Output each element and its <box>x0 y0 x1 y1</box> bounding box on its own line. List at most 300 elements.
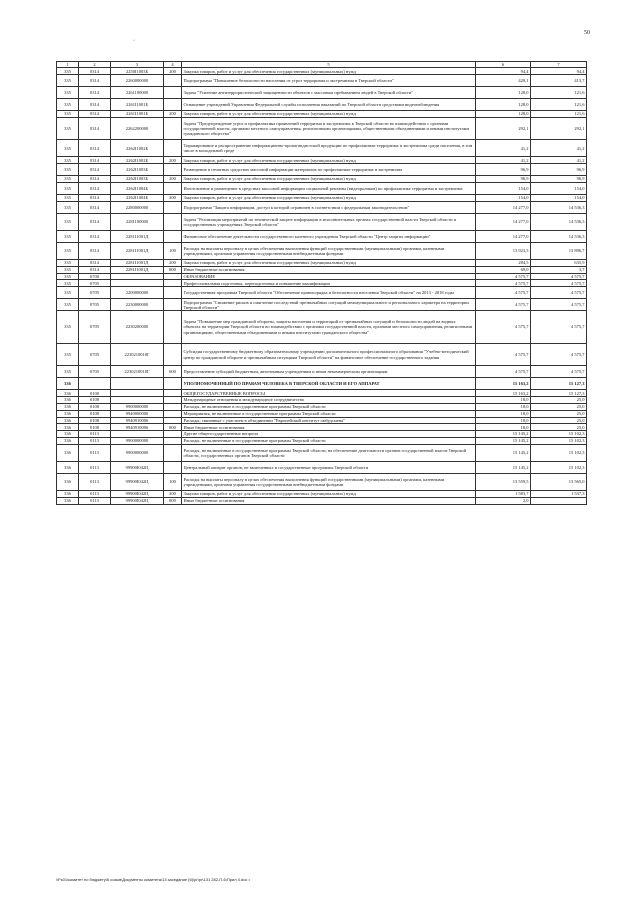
cell-target-code: 2262I1003Б <box>111 164 164 176</box>
table-row <box>57 75 587 87</box>
cell-entity-code: 335 <box>57 68 79 75</box>
cell-target-code: 99900I042Ц <box>111 491 164 498</box>
cell-target-code: 9940910006 <box>111 417 164 424</box>
cell-target-code: 9940000000 <box>111 410 164 417</box>
cell-description: Подпрограмма "Снижение рисков и смягчение последствий чрезвычайных ситуаций межмуниципального и регионального характера на территории Тверской области" <box>182 299 476 311</box>
cell-description: Иные бюджетные ассигнования <box>182 266 476 273</box>
cell-amount-2: 4 575,7 <box>531 299 587 311</box>
cell-amount-2: 15 102,3 <box>531 444 587 461</box>
cell-entity-code: 335 <box>57 75 79 87</box>
cell-description: Субсидия государственному бюджетному образовательному учреждению дополнительного профессионального образования "Учебно-методический центр по гражданской обороне и чрезвычайным ситуациям Тверской области" на финансовое обеспечение государственного задания <box>182 343 476 365</box>
cell-target-code: 2281I1001Д <box>111 242 164 259</box>
cell-amount-2: 154,0 <box>531 182 587 194</box>
cell-target-code <box>111 378 164 390</box>
budget-table <box>56 61 587 505</box>
cell-target-code: 9900000000 <box>111 437 164 444</box>
cell-section-code: 0100 <box>79 390 111 397</box>
cell-section-code: 0113 <box>79 491 111 498</box>
cell-section-code: 0314 <box>79 86 111 98</box>
table-row <box>57 242 587 259</box>
cell-amount-1: 13 923,5 <box>476 242 531 259</box>
cell-target-code: 2230200000 <box>111 311 164 344</box>
cell-amount-1: 18,0 <box>476 410 531 417</box>
cell-amount-1: 154,0 <box>476 182 531 194</box>
table-row <box>57 213 587 230</box>
cell-entity-code: 335 <box>57 273 79 280</box>
cell-description: Закупка товаров, работ и услуг для обеспечения государственных (муниципальных) нужд <box>182 260 476 267</box>
cell-expense-type <box>164 287 182 299</box>
cell-amount-1: 18,0 <box>476 403 531 410</box>
table-row <box>57 403 587 410</box>
cell-target-code: 9900000000 <box>111 444 164 461</box>
cell-target-code: 2281100000 <box>111 213 164 230</box>
table-row <box>57 280 587 287</box>
cell-expense-type <box>164 410 182 417</box>
cell-amount-1: 292,1 <box>476 117 531 139</box>
cell-amount-1: 128,0 <box>476 86 531 98</box>
table-row <box>57 378 587 390</box>
cell-amount-1: 2,0 <box>476 497 531 504</box>
footer-path: \\Fs01\комитет по бюджету\6 созыв\Документы комитета\13 заседание (6)\pr\pr\131 282-П-6\Прил 4.doc • <box>56 877 250 882</box>
cell-target-code: 2261I1001Б <box>111 110 164 117</box>
table-row <box>57 437 587 444</box>
cell-expense-type <box>164 343 182 365</box>
cell-description: Закупка товаров, работ и услуг для обеспечения государственных (муниципальных) нужд <box>182 176 476 183</box>
cell-description: Тиражирование и распространение информационно-пропагандистской продукции по профилактике терроризма и экстремизма среди населения, в том числе в молодежной среде <box>182 140 476 157</box>
cell-amount-1: 420,1 <box>476 75 531 87</box>
cell-amount-2: 121,6 <box>531 110 587 117</box>
cell-amount-1: 41,2 <box>476 140 531 157</box>
cell-section-code: 0314 <box>79 242 111 259</box>
cell-entity-code: 335 <box>57 266 79 273</box>
cell-amount-1: 4 575,7 <box>476 299 531 311</box>
cell-section-code: 0314 <box>79 182 111 194</box>
cell-entity-code: 335 <box>57 157 79 164</box>
cell-description: Изготовление и размещение в средствах массовой информации социальной рекламы (видеороликов) по профилактике терроризма и экстремизма <box>182 182 476 194</box>
cell-section-code: 0705 <box>79 311 111 344</box>
cell-amount-2: 25,0 <box>531 397 587 404</box>
cell-description: Мероприятия, не включенные в государственные программы Тверской области <box>182 410 476 417</box>
cell-target-code: 2281I1001Д <box>111 266 164 273</box>
cell-expense-type <box>164 403 182 410</box>
cell-expense-type <box>164 117 182 139</box>
cell-section-code: 0314 <box>79 164 111 176</box>
cell-expense-type <box>164 437 182 444</box>
cell-amount-1: 4 575,7 <box>476 366 531 378</box>
cell-expense-type: 600 <box>164 366 182 378</box>
cell-target-code: 2230210010Г <box>111 366 164 378</box>
cell-entity-code: 336 <box>57 417 79 424</box>
cell-section-code: 0314 <box>79 213 111 230</box>
cell-target-code: 2250I1003Б <box>111 68 164 75</box>
table-row <box>57 164 587 176</box>
table-row <box>57 157 587 164</box>
cell-description: Центральный аппарат органов, не включенных в государственные программы Тверской области <box>182 461 476 473</box>
cell-expense-type <box>164 182 182 194</box>
cell-description: Международные отношения и международное сотрудничество <box>182 397 476 404</box>
cell-amount-2: 25,0 <box>531 410 587 417</box>
column-header: 6 <box>476 62 531 68</box>
table-row <box>57 444 587 461</box>
table-row <box>57 431 587 438</box>
column-header: 2 <box>79 62 111 68</box>
cell-amount-2: 96,9 <box>531 176 587 183</box>
cell-entity-code: 336 <box>57 431 79 438</box>
table-row <box>57 424 587 431</box>
cell-section-code: 0314 <box>79 230 111 242</box>
cell-entity-code: 335 <box>57 343 79 365</box>
cell-target-code: 9940910006 <box>111 424 164 431</box>
cell-description: Задача "Предупреждение угроз и профилактика проявлений терроризма и экстремизма в Тверской области во взаимодействии с органами государственной власти, органами местного самоуправления, религиозными организациями, общественными объединениями и иными институтами гражданского общества" <box>182 117 476 139</box>
cell-expense-type: 800 <box>164 497 182 504</box>
cell-expense-type: 200 <box>164 110 182 117</box>
cell-target-code <box>111 273 164 280</box>
table-row <box>57 343 587 365</box>
table-row <box>57 497 587 504</box>
cell-expense-type <box>164 444 182 461</box>
column-header: 7 <box>531 62 587 68</box>
table-row <box>57 390 587 397</box>
cell-target-code: 2230000000 <box>111 299 164 311</box>
cell-amount-2: 15 102,3 <box>531 461 587 473</box>
cell-section-code: 0314 <box>79 68 111 75</box>
cell-description: Расходы на выплаты персоналу в целях обеспечения выполнения функций государственными (муниципальными) органами, казенными учреждениями, органами управления государственными внебюджетными фондами <box>182 473 476 490</box>
cell-entity-code: 336 <box>57 437 79 444</box>
cell-description: Расходы, не включенные в государственные программы Тверской области <box>182 437 476 444</box>
cell-entity-code: 336 <box>57 403 79 410</box>
cell-section-code: 0113 <box>79 473 111 490</box>
table-row <box>57 176 587 183</box>
cell-section-code: 0108 <box>79 424 111 431</box>
cell-section-code: 0314 <box>79 157 111 164</box>
cell-amount-1: 15 145,2 <box>476 444 531 461</box>
cell-section-code: 0705 <box>79 343 111 365</box>
cell-entity-code: 336 <box>57 397 79 404</box>
cell-expense-type <box>164 378 182 390</box>
cell-description: Государственная программа Тверской области "Обеспечение правопорядка и безопасности населения Тверской области" на 2013 - 2018 годы <box>182 287 476 299</box>
cell-section-code: 0108 <box>79 410 111 417</box>
cell-expense-type <box>164 311 182 344</box>
cell-target-code <box>111 397 164 404</box>
cell-entity-code: 335 <box>57 242 79 259</box>
table-row <box>57 68 587 75</box>
cell-entity-code: 336 <box>57 424 79 431</box>
cell-entity-code: 336 <box>57 444 79 461</box>
cell-entity-code: 336 <box>57 378 79 390</box>
cell-amount-2: 15 127,3 <box>531 378 587 390</box>
cell-entity-code: 335 <box>57 140 79 157</box>
cell-expense-type: 200 <box>164 491 182 498</box>
cell-entity-code: 335 <box>57 213 79 230</box>
cell-expense-type <box>164 75 182 87</box>
cell-amount-2: 15 102,3 <box>531 431 587 438</box>
cell-expense-type <box>164 230 182 242</box>
table-row <box>57 366 587 378</box>
table-row <box>57 201 587 213</box>
cell-expense-type <box>164 273 182 280</box>
cell-amount-1: 69,0 <box>476 266 531 273</box>
column-header: 1 <box>57 62 79 68</box>
column-header: 3 <box>111 62 164 68</box>
cell-amount-2: 15 127,3 <box>531 390 587 397</box>
cell-expense-type <box>164 417 182 424</box>
cell-amount-2: 4 575,7 <box>531 287 587 299</box>
table-row <box>57 299 587 311</box>
cell-description: Оснащение учреждений Управления Федеральной службы исполнения наказаний по Тверской области средствами видеонаблюдения <box>182 98 476 110</box>
cell-amount-1: 14 277,0 <box>476 230 531 242</box>
cell-target-code: 2261100000 <box>111 86 164 98</box>
cell-amount-1: 154,0 <box>476 194 531 201</box>
cell-expense-type: 800 <box>164 266 182 273</box>
cell-target-code: 2262I1002Б <box>111 140 164 157</box>
cell-amount-1: 4 575,7 <box>476 343 531 365</box>
cell-expense-type <box>164 299 182 311</box>
cell-amount-2: 413,7 <box>531 75 587 87</box>
cell-description: Предоставление субсидий бюджетным, автономным учреждениям и иным некоммерческим организациям <box>182 366 476 378</box>
cell-entity-code: 335 <box>57 366 79 378</box>
table-row <box>57 397 587 404</box>
cell-description: Закупка товаров, работ и услуг для обеспечения государственных (муниципальных) нужд <box>182 491 476 498</box>
cell-description: Подпрограмма "Защита информации, доступ к которой ограничен в соответствии с федеральным законодательством" <box>182 201 476 213</box>
cell-description: Финансовое обеспечение деятельности государственного казенного учреждения Тверской области "Центр защиты информации" <box>182 230 476 242</box>
cell-section-code: 0314 <box>79 110 111 117</box>
table-row <box>57 410 587 417</box>
cell-section-code: 0314 <box>79 266 111 273</box>
table-row <box>57 266 587 273</box>
cell-description: Расходы, связанные с участием в объединении "Европейский институт омбудсмена" <box>182 417 476 424</box>
cell-amount-1: 128,0 <box>476 98 531 110</box>
cell-description: Задача "Реализация мероприятий по технической защите информации в исполнительных органах государственной власти Тверской области и государственных учреждениях Тверской области" <box>182 213 476 230</box>
cell-target-code: 2262I1004Б <box>111 194 164 201</box>
cell-section-code: 0700 <box>79 273 111 280</box>
cell-amount-2: 4 575,7 <box>531 280 587 287</box>
cell-expense-type: 200 <box>164 194 182 201</box>
cell-amount-2: 41,2 <box>531 140 587 157</box>
cell-expense-type <box>164 140 182 157</box>
cell-target-code: 2262200000 <box>111 117 164 139</box>
cell-entity-code: 335 <box>57 280 79 287</box>
cell-amount-2: 14 536,3 <box>531 213 587 230</box>
cell-entity-code: 335 <box>57 164 79 176</box>
cell-description: Расходы, не включенные в государственные программы Тверской области, на обеспечение деятельности органов государственной власти Тверской области, государственных органов Тверской области <box>182 444 476 461</box>
cell-section-code: 0314 <box>79 260 111 267</box>
cell-amount-2: 96,9 <box>531 164 587 176</box>
table-row <box>57 311 587 344</box>
table-row <box>57 110 587 117</box>
cell-amount-1: 4 575,7 <box>476 280 531 287</box>
column-header: 5 <box>182 62 476 68</box>
cell-description: Подпрограмма "Повышение безопасности населения от угроз терроризма и экстремизма в Тверской области" <box>182 75 476 87</box>
cell-target-code: 99900I042Ц <box>111 497 164 504</box>
cell-section-code: 0113 <box>79 431 111 438</box>
cell-amount-2: 4 575,7 <box>531 273 587 280</box>
cell-entity-code: 335 <box>57 98 79 110</box>
cell-amount-2: 41,2 <box>531 157 587 164</box>
table-row <box>57 491 587 498</box>
cell-entity-code: 335 <box>57 86 79 98</box>
cell-amount-2: 1 537,3 <box>531 491 587 498</box>
cell-entity-code: 335 <box>57 110 79 117</box>
cell-amount-2: 25,0 <box>531 403 587 410</box>
cell-amount-1: 284,5 <box>476 260 531 267</box>
cell-target-code: 2200000000 <box>111 287 164 299</box>
cell-amount-1: 96,9 <box>476 164 531 176</box>
table-row <box>57 461 587 473</box>
table-row <box>57 86 587 98</box>
cell-entity-code: 335 <box>57 117 79 139</box>
cell-amount-2: 3,7 <box>531 266 587 273</box>
cell-section-code: 0314 <box>79 201 111 213</box>
cell-target-code: 2281I1001Д <box>111 260 164 267</box>
cell-description: ОБЩЕГОСУДАРСТВЕННЫЕ ВОПРОСЫ <box>182 390 476 397</box>
cell-expense-type <box>164 201 182 213</box>
cell-entity-code: 336 <box>57 410 79 417</box>
cell-expense-type <box>164 461 182 473</box>
cell-amount-1: 4 575,7 <box>476 273 531 280</box>
cell-section-code: 0108 <box>79 417 111 424</box>
cell-expense-type <box>164 98 182 110</box>
cell-target-code: 9900000000 <box>111 403 164 410</box>
cell-entity-code: 335 <box>57 182 79 194</box>
table-row <box>57 140 587 157</box>
cell-amount-2: 13 896,7 <box>531 242 587 259</box>
cell-expense-type <box>164 280 182 287</box>
cell-amount-2: 14 536,3 <box>531 201 587 213</box>
cell-amount-1: 4 575,7 <box>476 287 531 299</box>
cell-target-code: 2261I1001Б <box>111 98 164 110</box>
cell-entity-code: 335 <box>57 230 79 242</box>
cell-amount-2 <box>531 497 587 504</box>
cell-amount-2: 292,1 <box>531 117 587 139</box>
cell-entity-code: 335 <box>57 260 79 267</box>
cell-target-code: 2230210010Г <box>111 343 164 365</box>
cell-description: Закупка товаров, работ и услуг для обеспечения государственных (муниципальных) нужд <box>182 194 476 201</box>
cell-amount-1: 96,9 <box>476 176 531 183</box>
cell-entity-code: 336 <box>57 491 79 498</box>
cell-entity-code: 336 <box>57 497 79 504</box>
cell-amount-2: 25,0 <box>531 424 587 431</box>
cell-amount-2: 4 575,7 <box>531 311 587 344</box>
cell-section-code: 0314 <box>79 140 111 157</box>
cell-amount-1: 13 559,5 <box>476 473 531 490</box>
cell-target-code: 2281I1001Д <box>111 230 164 242</box>
cell-amount-2: 13 565,0 <box>531 473 587 490</box>
cell-target-code: 99900I042Ц <box>111 461 164 473</box>
cell-amount-2: 94,4 <box>531 68 587 75</box>
cell-entity-code: 335 <box>57 287 79 299</box>
table-row <box>57 230 587 242</box>
cell-section-code: 0113 <box>79 461 111 473</box>
cell-target-code <box>111 431 164 438</box>
cell-entity-code: 336 <box>57 461 79 473</box>
cell-description: Размещение в печатных средствах массовой информации материалов по профилактике терроризма и экстремизма <box>182 164 476 176</box>
table-row <box>57 260 587 267</box>
cell-entity-code: 336 <box>57 390 79 397</box>
cell-description: Профессиональная подготовка, переподготовка и повышение квалификации <box>182 280 476 287</box>
cell-entity-code: 335 <box>57 299 79 311</box>
cell-section-code: 0108 <box>79 403 111 410</box>
cell-description: УПОЛНОМОЧЕННЫЙ ПО ПРАВАМ ЧЕЛОВЕКА В ТВЕРСКОЙ ОБЛАСТИ И ЕГО АППАРАТ <box>182 378 476 390</box>
cell-target-code: 2280000000 <box>111 201 164 213</box>
cell-section-code: 0705 <box>79 287 111 299</box>
cell-expense-type <box>164 397 182 404</box>
cell-amount-2: 121,6 <box>531 98 587 110</box>
cell-target-code <box>111 280 164 287</box>
page-number: 50 <box>584 30 590 36</box>
cell-description: Расходы, не включенные в государственные программы Тверской области <box>182 403 476 410</box>
cell-section-code: 0705 <box>79 280 111 287</box>
table-row <box>57 194 587 201</box>
cell-amount-1: 18,0 <box>476 417 531 424</box>
cell-description: ОБРАЗОВАНИЕ <box>182 273 476 280</box>
cell-target-code: 2262I1003Б <box>111 176 164 183</box>
cell-amount-1: 4 575,7 <box>476 311 531 344</box>
cell-section-code: 0314 <box>79 194 111 201</box>
cell-expense-type: 100 <box>164 473 182 490</box>
cell-amount-2: 635,9 <box>531 260 587 267</box>
cell-section-code: 0314 <box>79 75 111 87</box>
cell-amount-1: 15 145,2 <box>476 437 531 444</box>
cell-description: Задача "Повышение мер гражданской обороны, защиты населения и территорий от чрезвычайных ситуаций и безопасности людей на водных объектах на территории Тверской области во взаимодействии с органами государственной власти, органами местного самоуправления, религиозными организациями, общественными объединениями и иными институтами гражданского общества" <box>182 311 476 344</box>
cell-expense-type <box>164 213 182 230</box>
cell-amount-2: 154,0 <box>531 194 587 201</box>
cell-expense-type: 200 <box>164 260 182 267</box>
dot-mark: · <box>133 38 135 44</box>
cell-amount-1: 18,0 <box>476 397 531 404</box>
table-row <box>57 287 587 299</box>
cell-amount-1: 15 163,2 <box>476 390 531 397</box>
cell-expense-type: 200 <box>164 157 182 164</box>
cell-expense-type <box>164 390 182 397</box>
cell-section-code: 0314 <box>79 117 111 139</box>
cell-expense-type: 200 <box>164 68 182 75</box>
table-row <box>57 473 587 490</box>
column-header: 4 <box>164 62 182 68</box>
cell-amount-2: 121,6 <box>531 86 587 98</box>
cell-amount-1: 15 163,2 <box>476 378 531 390</box>
cell-target-code: 2260000000 <box>111 75 164 87</box>
cell-expense-type: 800 <box>164 424 182 431</box>
table-row <box>57 182 587 194</box>
cell-amount-1: 15 145,2 <box>476 431 531 438</box>
cell-entity-code: 336 <box>57 473 79 490</box>
cell-description: Закупка товаров, работ и услуг для обеспечения государственных (муниципальных) нужд <box>182 68 476 75</box>
cell-expense-type: 200 <box>164 176 182 183</box>
cell-amount-1: 14 277,0 <box>476 201 531 213</box>
cell-expense-type <box>164 86 182 98</box>
cell-target-code: 2262I1004Б <box>111 182 164 194</box>
cell-target-code: 99900I042Ц <box>111 473 164 490</box>
cell-description: Иные бюджетные ассигнования <box>182 424 476 431</box>
table-row <box>57 117 587 139</box>
cell-section-code: 0705 <box>79 366 111 378</box>
cell-description: Закупка товаров, работ и услуг для обеспечения государственных (муниципальных) нужд <box>182 157 476 164</box>
cell-description: Задача "Усиление антитеррористической защищенности объектов с массовым пребыванием людей в Тверской области" <box>182 86 476 98</box>
table-row <box>57 417 587 424</box>
cell-amount-1: 94,4 <box>476 68 531 75</box>
cell-section-code: 0113 <box>79 437 111 444</box>
cell-amount-1: 41,2 <box>476 157 531 164</box>
cell-target-code <box>111 390 164 397</box>
cell-section-code <box>79 378 111 390</box>
cell-target-code: 2262I1002Б <box>111 157 164 164</box>
cell-section-code: 0108 <box>79 397 111 404</box>
cell-amount-2: 14 536,3 <box>531 230 587 242</box>
cell-amount-2: 4 575,7 <box>531 366 587 378</box>
cell-amount-1: 18,0 <box>476 424 531 431</box>
cell-description: Другие общегосударственные вопросы <box>182 431 476 438</box>
cell-description: Иные бюджетные ассигнования <box>182 497 476 504</box>
